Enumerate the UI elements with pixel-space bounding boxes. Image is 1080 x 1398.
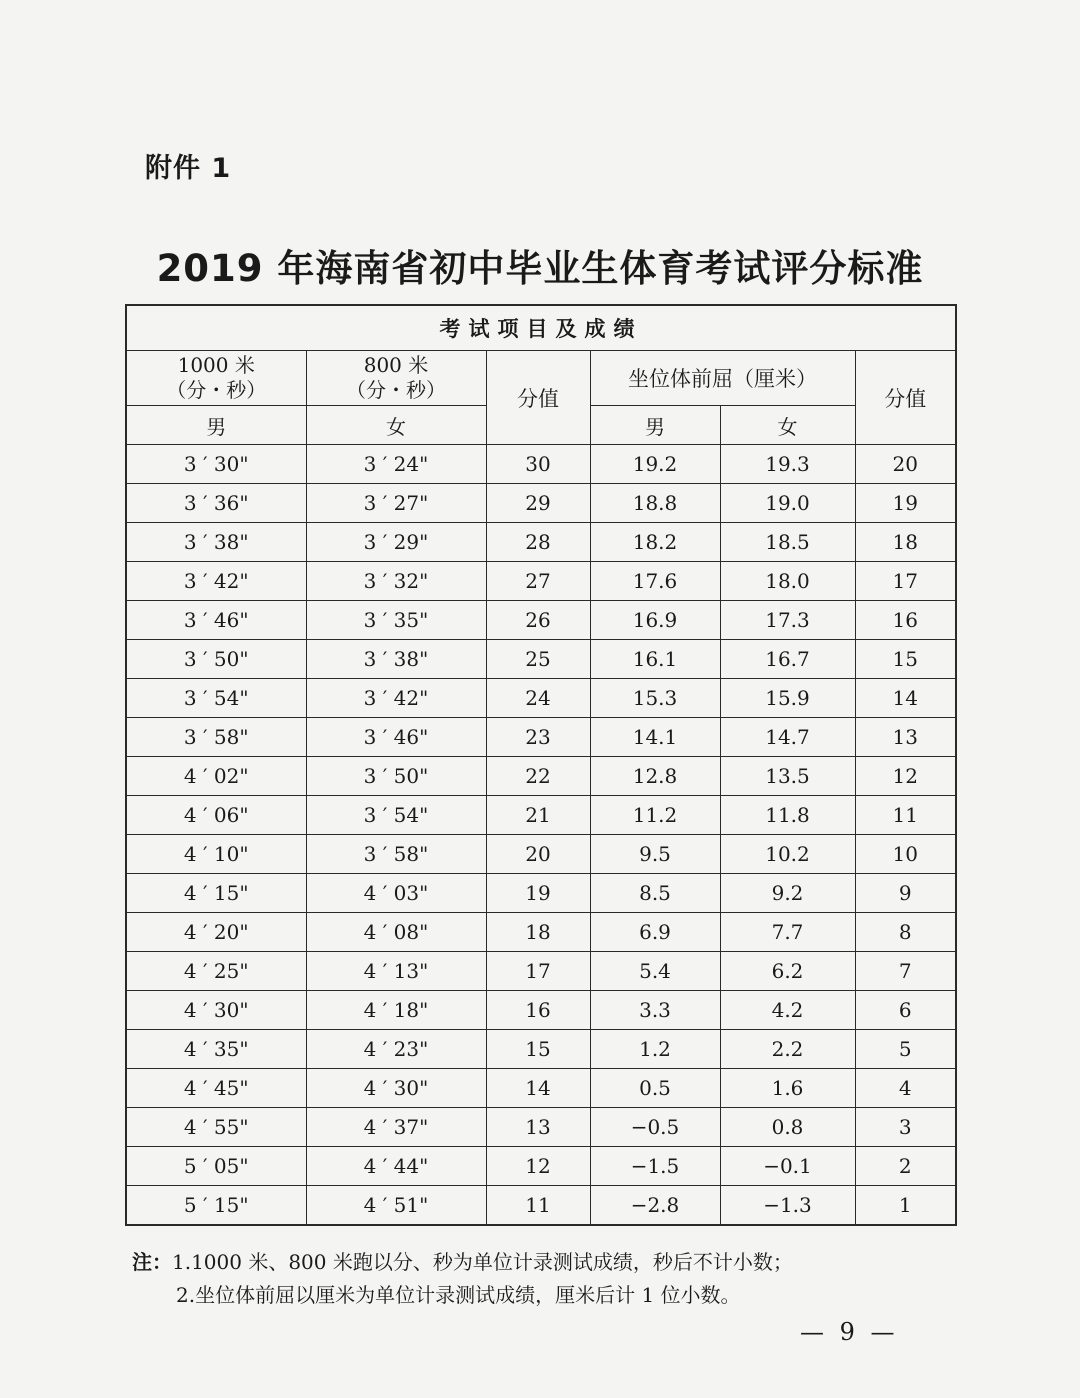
time-1000m-cell: 5 ′ 05" bbox=[126, 1147, 306, 1186]
sit-male-cell: 6.9 bbox=[590, 913, 720, 952]
sit-male-cell: 18.2 bbox=[590, 523, 720, 562]
sit-female-cell: 2.2 bbox=[720, 1030, 855, 1069]
time-1000m-cell: 4 ′ 06" bbox=[126, 796, 306, 835]
header-1000m bbox=[126, 351, 306, 406]
time-1000m-cell: 3 ′ 46" bbox=[126, 601, 306, 640]
table-body bbox=[126, 445, 956, 1226]
time-1000m-cell: 3 ′ 36" bbox=[126, 484, 306, 523]
score-sit-cell: 11 bbox=[855, 796, 956, 835]
table-row bbox=[126, 835, 956, 874]
time-800m-cell: 3 ′ 24" bbox=[306, 445, 486, 484]
score-sit-cell: 18 bbox=[855, 523, 956, 562]
score-sit-cell: 16 bbox=[855, 601, 956, 640]
time-800m-cell: 3 ′ 42" bbox=[306, 679, 486, 718]
score-sit-cell: 7 bbox=[855, 952, 956, 991]
score-run-cell: 18 bbox=[486, 913, 590, 952]
sit-male-cell: −2.8 bbox=[590, 1186, 720, 1226]
time-1000m-cell: 4 ′ 15" bbox=[126, 874, 306, 913]
score-run-cell: 24 bbox=[486, 679, 590, 718]
score-run-cell: 21 bbox=[486, 796, 590, 835]
table-row bbox=[126, 1108, 956, 1147]
table-row bbox=[126, 601, 956, 640]
header-1000m-name: 1000 米 bbox=[177, 353, 255, 377]
score-run-cell: 27 bbox=[486, 562, 590, 601]
sit-male-cell: 17.6 bbox=[590, 562, 720, 601]
time-800m-cell: 3 ′ 46" bbox=[306, 718, 486, 757]
time-800m-cell: 3 ′ 35" bbox=[306, 601, 486, 640]
score-run-cell: 26 bbox=[486, 601, 590, 640]
table-main-header: 考试项目及成绩 bbox=[126, 305, 956, 351]
sit-female-cell: 19.3 bbox=[720, 445, 855, 484]
time-800m-cell: 4 ′ 18" bbox=[306, 991, 486, 1030]
score-sit-cell: 1 bbox=[855, 1186, 956, 1226]
sit-female-cell: 11.8 bbox=[720, 796, 855, 835]
time-1000m-cell: 3 ′ 58" bbox=[126, 718, 306, 757]
table-row bbox=[126, 640, 956, 679]
header-800m-name: 800 米 bbox=[363, 353, 429, 377]
score-sit-cell: 20 bbox=[855, 445, 956, 484]
score-sit-cell: 2 bbox=[855, 1147, 956, 1186]
score-sit-cell: 6 bbox=[855, 991, 956, 1030]
time-800m-cell: 4 ′ 37" bbox=[306, 1108, 486, 1147]
score-sit-cell: 3 bbox=[855, 1108, 956, 1147]
score-run-cell: 22 bbox=[486, 757, 590, 796]
footnote-line-1: 1.1000 米、800 米跑以分、秒为单位计录测试成绩，秒后不计小数； bbox=[172, 1250, 793, 1274]
footnote bbox=[132, 1246, 793, 1312]
time-1000m-cell: 3 ′ 42" bbox=[126, 562, 306, 601]
sit-male-cell: 16.9 bbox=[590, 601, 720, 640]
score-run-cell: 23 bbox=[486, 718, 590, 757]
table-row bbox=[126, 1030, 956, 1069]
time-800m-cell: 3 ′ 58" bbox=[306, 835, 486, 874]
sit-male-cell: 15.3 bbox=[590, 679, 720, 718]
sit-male-cell: 11.2 bbox=[590, 796, 720, 835]
sit-female-cell: 0.8 bbox=[720, 1108, 855, 1147]
sit-female-cell: −0.1 bbox=[720, 1147, 855, 1186]
time-800m-cell: 3 ′ 29" bbox=[306, 523, 486, 562]
table-row bbox=[126, 991, 956, 1030]
header-score-sit: 分值 bbox=[855, 351, 956, 445]
sit-male-cell: 16.1 bbox=[590, 640, 720, 679]
time-1000m-cell: 3 ′ 54" bbox=[126, 679, 306, 718]
table-row bbox=[126, 679, 956, 718]
table-row bbox=[126, 874, 956, 913]
time-1000m-cell: 4 ′ 55" bbox=[126, 1108, 306, 1147]
header-800m-gender: 女 bbox=[306, 406, 486, 445]
time-1000m-cell: 3 ′ 30" bbox=[126, 445, 306, 484]
score-run-cell: 17 bbox=[486, 952, 590, 991]
sit-female-cell: 6.2 bbox=[720, 952, 855, 991]
table-row bbox=[126, 562, 956, 601]
time-1000m-cell: 4 ′ 30" bbox=[126, 991, 306, 1030]
score-sit-cell: 12 bbox=[855, 757, 956, 796]
time-1000m-cell: 4 ′ 20" bbox=[126, 913, 306, 952]
score-sit-cell: 9 bbox=[855, 874, 956, 913]
score-sit-cell: 4 bbox=[855, 1069, 956, 1108]
time-1000m-cell: 3 ′ 50" bbox=[126, 640, 306, 679]
time-1000m-cell: 3 ′ 38" bbox=[126, 523, 306, 562]
time-1000m-cell: 4 ′ 10" bbox=[126, 835, 306, 874]
time-800m-cell: 4 ′ 08" bbox=[306, 913, 486, 952]
header-sit-reach: 坐位体前屈（厘米） bbox=[590, 351, 855, 406]
document-title: 2019 年海南省初中毕业生体育考试评分标准 bbox=[156, 247, 924, 290]
header-score-run: 分值 bbox=[486, 351, 590, 445]
table-row bbox=[126, 757, 956, 796]
sit-male-cell: 19.2 bbox=[590, 445, 720, 484]
time-800m-cell: 4 ′ 13" bbox=[306, 952, 486, 991]
header-sit-male: 男 bbox=[590, 406, 720, 445]
sit-female-cell: 15.9 bbox=[720, 679, 855, 718]
header-800m-unit: （分・秒） bbox=[346, 378, 446, 402]
score-run-cell: 13 bbox=[486, 1108, 590, 1147]
sit-male-cell: −0.5 bbox=[590, 1108, 720, 1147]
time-1000m-cell: 4 ′ 35" bbox=[126, 1030, 306, 1069]
sit-female-cell: 19.0 bbox=[720, 484, 855, 523]
header-800m bbox=[306, 351, 486, 406]
time-1000m-cell: 4 ′ 02" bbox=[126, 757, 306, 796]
score-sit-cell: 17 bbox=[855, 562, 956, 601]
time-1000m-cell: 4 ′ 25" bbox=[126, 952, 306, 991]
time-800m-cell: 4 ′ 03" bbox=[306, 874, 486, 913]
time-800m-cell: 4 ′ 30" bbox=[306, 1069, 486, 1108]
sit-male-cell: 14.1 bbox=[590, 718, 720, 757]
time-1000m-cell: 5 ′ 15" bbox=[126, 1186, 306, 1226]
header-1000m-gender: 男 bbox=[126, 406, 306, 445]
time-800m-cell: 4 ′ 44" bbox=[306, 1147, 486, 1186]
sit-male-cell: 12.8 bbox=[590, 757, 720, 796]
table-row bbox=[126, 523, 956, 562]
score-run-cell: 25 bbox=[486, 640, 590, 679]
sit-female-cell: 18.5 bbox=[720, 523, 855, 562]
table-row bbox=[126, 1147, 956, 1186]
table-row bbox=[126, 484, 956, 523]
sit-male-cell: 9.5 bbox=[590, 835, 720, 874]
footnote-label: 注： bbox=[132, 1250, 172, 1274]
score-sit-cell: 13 bbox=[855, 718, 956, 757]
sit-male-cell: 8.5 bbox=[590, 874, 720, 913]
sit-female-cell: 4.2 bbox=[720, 991, 855, 1030]
sit-male-cell: 18.8 bbox=[590, 484, 720, 523]
sit-female-cell: 1.6 bbox=[720, 1069, 855, 1108]
score-run-cell: 15 bbox=[486, 1030, 590, 1069]
header-1000m-unit: （分・秒） bbox=[166, 378, 267, 402]
table-row bbox=[126, 952, 956, 991]
table-row bbox=[126, 445, 956, 484]
attachment-label: 附件 1 bbox=[145, 153, 232, 184]
score-sit-cell: 10 bbox=[855, 835, 956, 874]
time-800m-cell: 4 ′ 51" bbox=[306, 1186, 486, 1226]
score-run-cell: 29 bbox=[486, 484, 590, 523]
sit-female-cell: 17.3 bbox=[720, 601, 855, 640]
sit-female-cell: 10.2 bbox=[720, 835, 855, 874]
sit-female-cell: 9.2 bbox=[720, 874, 855, 913]
score-table bbox=[125, 304, 957, 1226]
sit-male-cell: 3.3 bbox=[590, 991, 720, 1030]
table-row bbox=[126, 718, 956, 757]
score-run-cell: 19 bbox=[486, 874, 590, 913]
table-row bbox=[126, 796, 956, 835]
score-run-cell: 14 bbox=[486, 1069, 590, 1108]
sit-female-cell: 16.7 bbox=[720, 640, 855, 679]
score-sit-cell: 8 bbox=[855, 913, 956, 952]
time-800m-cell: 4 ′ 23" bbox=[306, 1030, 486, 1069]
sit-female-cell: −1.3 bbox=[720, 1186, 855, 1226]
score-sit-cell: 14 bbox=[855, 679, 956, 718]
footnote-line-2: 2.坐位体前屈以厘米为单位计录测试成绩，厘米后计 1 位小数。 bbox=[176, 1283, 741, 1307]
table-row bbox=[126, 913, 956, 952]
sit-male-cell: 0.5 bbox=[590, 1069, 720, 1108]
score-run-cell: 20 bbox=[486, 835, 590, 874]
score-run-cell: 11 bbox=[486, 1186, 590, 1226]
score-run-cell: 12 bbox=[486, 1147, 590, 1186]
time-800m-cell: 3 ′ 27" bbox=[306, 484, 486, 523]
time-1000m-cell: 4 ′ 45" bbox=[126, 1069, 306, 1108]
time-800m-cell: 3 ′ 32" bbox=[306, 562, 486, 601]
time-800m-cell: 3 ′ 50" bbox=[306, 757, 486, 796]
score-run-cell: 16 bbox=[486, 991, 590, 1030]
page-number: — 9 — bbox=[800, 1318, 899, 1346]
sit-male-cell: −1.5 bbox=[590, 1147, 720, 1186]
score-run-cell: 28 bbox=[486, 523, 590, 562]
table-row bbox=[126, 1186, 956, 1226]
sit-female-cell: 13.5 bbox=[720, 757, 855, 796]
score-sit-cell: 19 bbox=[855, 484, 956, 523]
sit-female-cell: 14.7 bbox=[720, 718, 855, 757]
table-row bbox=[126, 1069, 956, 1108]
sit-female-cell: 7.7 bbox=[720, 913, 855, 952]
score-sit-cell: 5 bbox=[855, 1030, 956, 1069]
time-800m-cell: 3 ′ 54" bbox=[306, 796, 486, 835]
time-800m-cell: 3 ′ 38" bbox=[306, 640, 486, 679]
header-sit-female: 女 bbox=[720, 406, 855, 445]
sit-male-cell: 5.4 bbox=[590, 952, 720, 991]
sit-female-cell: 18.0 bbox=[720, 562, 855, 601]
sit-male-cell: 1.2 bbox=[590, 1030, 720, 1069]
score-run-cell: 30 bbox=[486, 445, 590, 484]
score-sit-cell: 15 bbox=[855, 640, 956, 679]
